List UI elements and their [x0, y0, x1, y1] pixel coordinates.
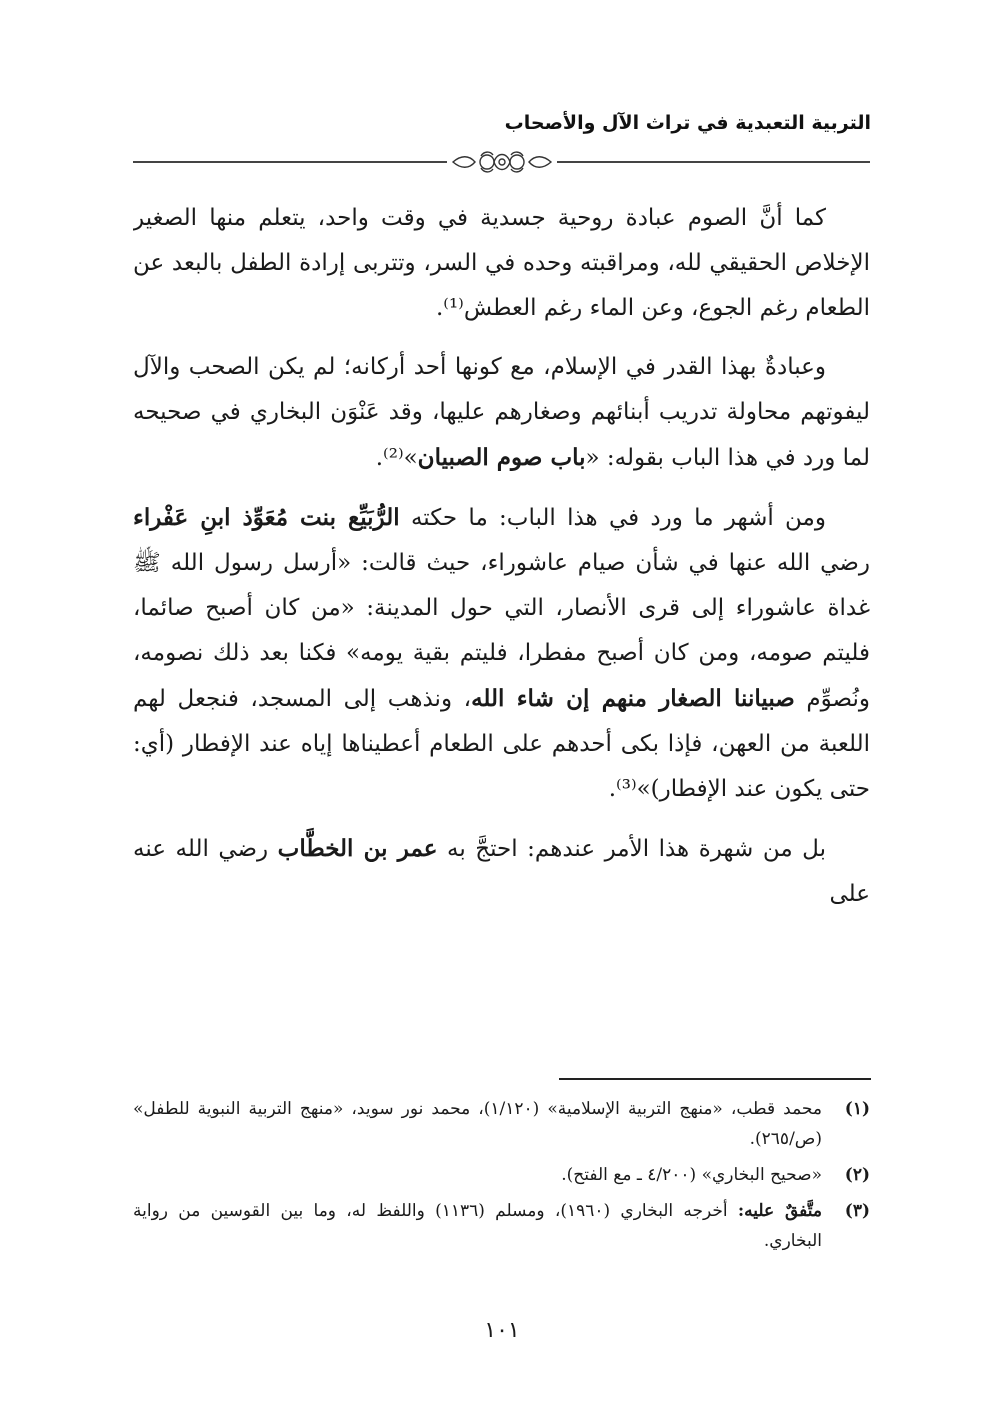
paragraph-text: ، ونذهب إلى المسجد، فنجعل لهم اللعبة من العهن، فإذا بكى أحدهم على الطعام أعطيناها إياه عند الإفطار (أي: حتى يكون عند الإفطار)»⁽³⁾. [133, 686, 870, 802]
paragraph-text: رضي الله عنه على [133, 836, 870, 907]
paragraph-bukhari-chapter [133, 345, 870, 481]
paragraph-text: ومن أشهر ما ورد في هذا الباب: ما حكته [399, 505, 826, 531]
running-header-title: التربية التعبدية في تراث الآل والأصحاب [504, 112, 871, 134]
paragraph-text: »⁽²⁾. [375, 445, 418, 471]
footnote-text-container [133, 1196, 822, 1256]
page-number: ١٠١ [484, 1318, 520, 1343]
footnote-text: «صحيح البخاري» (٤/٢٠٠ ـ مع الفتح). [561, 1165, 822, 1185]
paragraph-fasting-spiritual [133, 196, 870, 331]
footnote-number: (٢) [844, 1165, 870, 1185]
header-ornament [447, 147, 557, 177]
narrator-name-bold: الرُّبَيِّع بنت مُعَوِّذ ابنِ عَفْراء [133, 504, 400, 531]
main-text [133, 196, 870, 1054]
footnote-3 [133, 1196, 870, 1256]
emphasis-bold: صبياننا الصغار منهم إن شاء الله [471, 685, 795, 712]
paragraph-rubayyi-hadith [133, 495, 870, 812]
footnotes [133, 1094, 870, 1262]
footnote-1 [133, 1094, 870, 1154]
paragraph-text: رضي الله عنها في شأن صيام عاشوراء، حيث قالت: «أرسل رسول الله ﷺ غداة عاشوراء إلى قرى الأنصار، التي حول المدينة: «من كان أصبح صائما، فليتم صومه، ومن كان أصبح مفطرا، فليتم بقية يومه» فكنا بعد ذلك نصومه، ونُصوِّم [133, 550, 870, 712]
footnote-number: (١) [844, 1099, 870, 1119]
chapter-title-bold: باب صوم الصبيان [417, 444, 586, 471]
footnote-number: (٣) [844, 1201, 870, 1221]
narrator-name-bold: عمر بن الخطَّاب [277, 835, 438, 862]
footnote-text: محمد قطب، «منهج التربية الإسلامية» (١/١٢٠)، محمد نور سويد، «منهج التربية النبوية للطفل» (ص/٢٦٥). [133, 1099, 822, 1149]
footnote-divider [559, 1078, 871, 1080]
paragraph-umar [133, 826, 870, 917]
paragraph-text: وعبادةٌ بهذا القدر في الإسلام، مع كونها أحد أركانه؛ لم يكن الصحب والآل ليفوتهم محاولة تدريب أبنائهم وصغارهم عليها، وقد عَنْوَن البخاري في صحيحه لما ورد في هذا الباب بقوله: « [133, 354, 870, 471]
paragraph-text: كما أنَّ الصوم عبادة روحية جسدية في وقت واحد، يتعلم منها الصغير الإخلاص الحقيقي لله، ومراقبته وحده في السر، وتتربى إرادة الطفل بالبعد عن الطعام رغم الجوع، وعن الماء رغم العطش⁽¹⁾. [133, 205, 870, 321]
footnote-2 [133, 1160, 870, 1190]
footnote-text: أخرجه البخاري (١٩٦٠)، ومسلم (١١٣٦) واللفظ له، وما بين القوسين من رواية البخاري. [133, 1201, 822, 1251]
paragraph-text: بل من شهرة هذا الأمر عندهم: احتجَّ به [437, 836, 826, 862]
footnote-bold-lead: متَّفقٌ عليه: [737, 1201, 822, 1221]
